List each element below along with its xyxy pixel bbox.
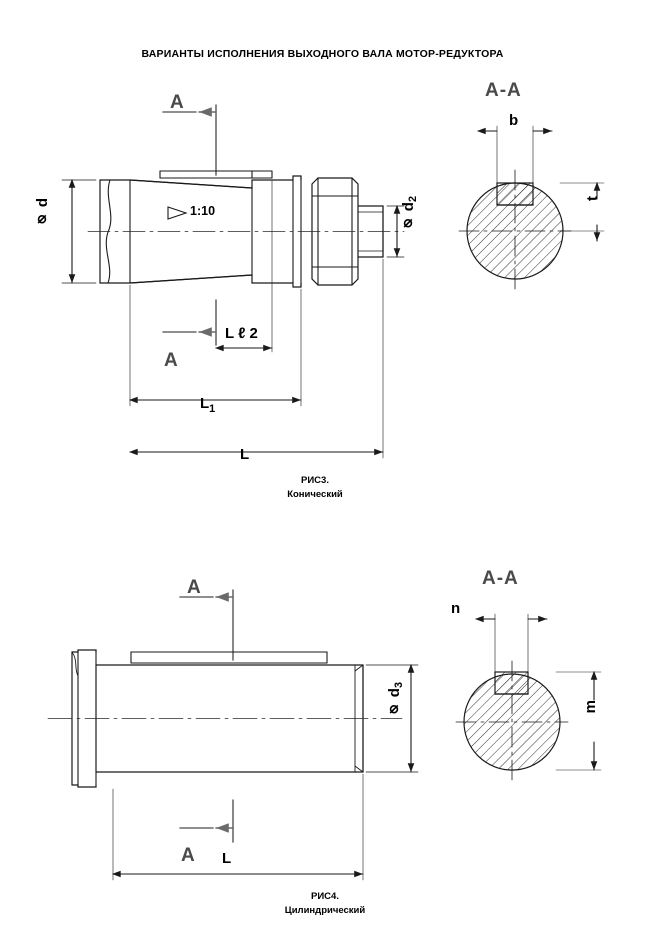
dimension-length-total-fig4: L [222, 850, 232, 867]
dimension-diameter-d3-subscript: 3 [393, 682, 405, 689]
dimension-length-l1-subscript: 1 [209, 403, 216, 415]
figure-caption-fig4 [250, 890, 400, 918]
section-cut-label-a-bottom-fig3: A [164, 350, 178, 371]
section-cut-label-a-top-fig4: A [187, 577, 201, 598]
section-cut-label-a-top-fig3: A [170, 92, 184, 113]
dimension-key-width-b: b [509, 112, 519, 129]
dimension-diameter-d: ⌀ d [34, 198, 51, 230]
dimension-key-depth-m: m [582, 700, 599, 714]
dimension-key-depth-t: t [584, 196, 601, 201]
figure-caption-fig4-line2: Цилиндрический [284, 904, 366, 916]
page-title: ВАРИАНТЫ ИСПОЛНЕНИЯ ВЫХОДНОГО ВАЛА МОТОР-РЕДУКТОРА [141, 48, 504, 60]
dimension-diameter-d3-main: ⌀ d [386, 688, 403, 720]
figure-caption-fig4-line1: РИС4. [311, 891, 339, 902]
taper-ratio-label: 1:10 [190, 204, 216, 218]
dimension-length-l1-main: L [200, 395, 210, 412]
section-view-label-fig3: A-A [485, 80, 522, 101]
figure-caption-fig3-line2: Конический [287, 488, 343, 500]
dimension-diameter-d2 [400, 196, 419, 233]
dimension-diameter-d2-main: ⌀ d [400, 202, 417, 234]
dimension-length-total-fig3: L [240, 446, 250, 463]
figure-caption-fig3-line1: РИС3. [301, 475, 329, 486]
dimension-length-half: L ℓ 2 [225, 325, 258, 342]
dimension-diameter-d3 [386, 682, 405, 719]
section-cut-label-a-bottom-fig4: A [181, 845, 195, 866]
dimension-key-width-n: n [451, 600, 461, 617]
section-view-label-fig4: A-A [482, 568, 519, 589]
figure-caption-fig3 [260, 474, 370, 502]
dimension-diameter-d2-subscript: 2 [407, 196, 419, 203]
dimension-length-l1 [200, 395, 215, 415]
